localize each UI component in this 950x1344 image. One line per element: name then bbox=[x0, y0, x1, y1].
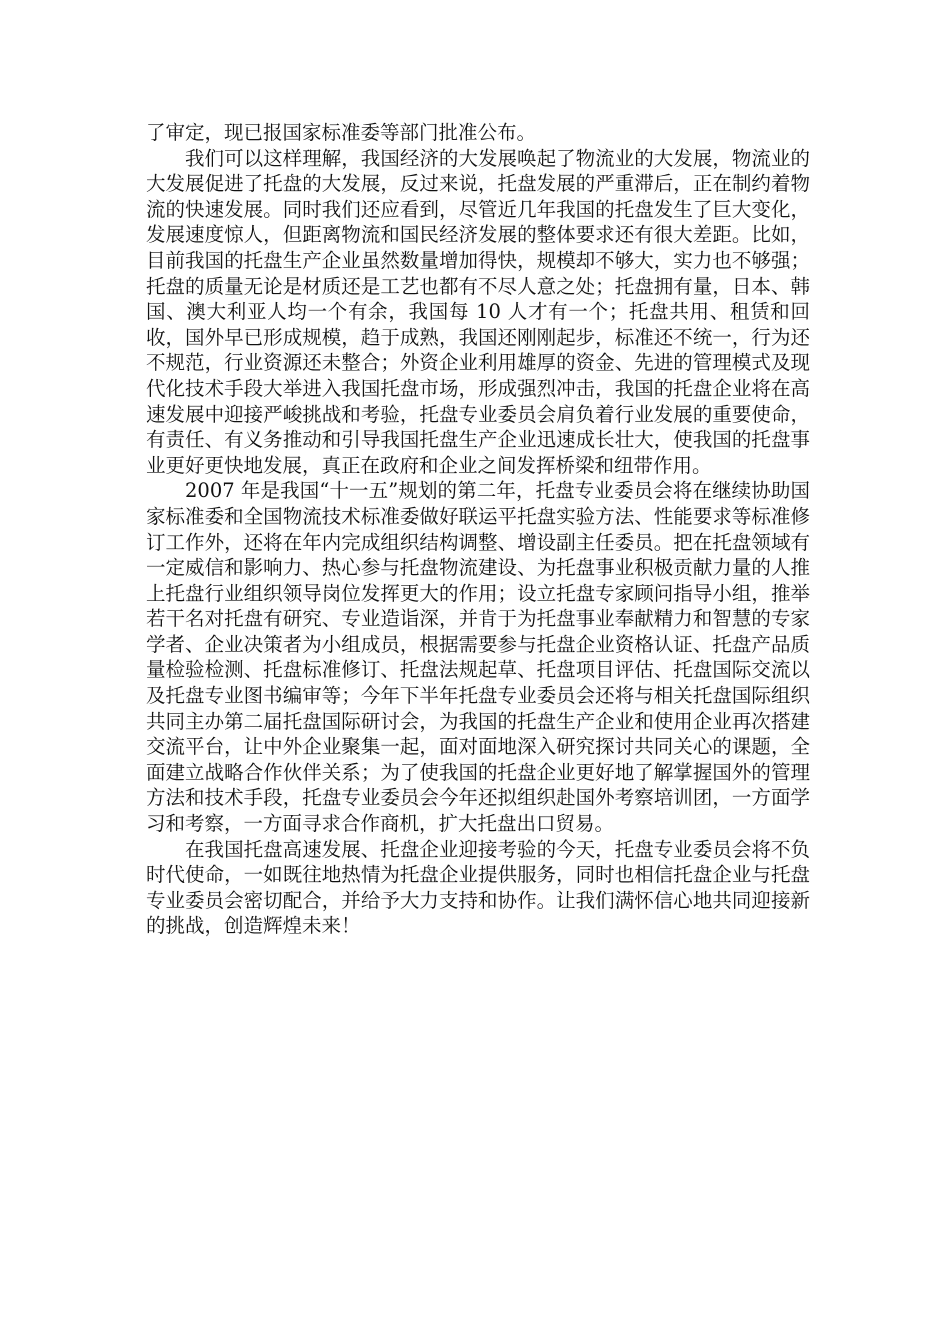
document-body bbox=[146, 120, 810, 939]
paragraph-closing: 在我国托盘高速发展、托盘企业迎接考验的今天，托盘专业委员会将不负时代使命，一如既往地热情为托盘企业提供服务，同时也相信托盘企业与托盘专业委员会密切配合，并给予大力支持和协作。让我们满怀信心地共同迎接新的挑战，创造辉煌未来！ bbox=[146, 837, 810, 938]
paragraph-pallet-development: 我们可以这样理解，我国经济的大发展唤起了物流业的大发展，物流业的大发展促进了托盘的大发展，反过来说，托盘发展的严重滞后，正在制约着物流的快速发展。同时我们还应看到，尽管近几年我国的托盘发生了巨大变化，发展速度惊人，但距离物流和国民经济发展的整体要求还有很大差距。比如，目前我国的托盘生产企业虽然数量增加得快，规模却不够大，实力也不够强；托盘的质量无论是材质还是工艺也都有不尽人意之处；托盘拥有量，日本、韩国、澳大利亚人均一个有余，我国每 10 人才有一个；托盘共用、租赁和回收，国外早已形成规模，趋于成熟，我国还刚刚起步，标准还不统一，行为还不规范，行业资源还未整合；外资企业利用雄厚的资金、先进的管理模式及现代化技术手段大举进入我国托盘市场，形成强烈冲击，我国的托盘企业将在高速发展中迎接严峻挑战和考验，托盘专业委员会肩负着行业发展的重要使命，有责任、有义务推动和引导我国托盘生产企业迅速成长壮大，使我国的托盘事业更好更快地发展，真正在政府和企业之间发挥桥梁和纽带作用。 bbox=[146, 146, 810, 477]
paragraph-2007-plan: 2007 年是我国“十一五”规划的第二年，托盘专业委员会将在继续协助国家标准委和全国物流技术标准委做好联运平托盘实验方法、性能要求等标准修订工作外，还将在年内完成组织结构调整、增设副主任委员。把在托盘领域有一定威信和影响力、热心参与托盘物流建设、为托盘事业积极贡献力量的人推上托盘行业组织领导岗位发挥更大的作用；设立托盘专家顾问指导小组，推举若干名对托盘有研究、专业造诣深，并肯于为托盘事业奉献精力和智慧的专家学者、企业决策者为小组成员，根据需要参与托盘企业资格认证、托盘产品质量检验检测、托盘标准修订、托盘法规起草、托盘项目评估、托盘国际交流以及托盘专业图书编审等；今年下半年托盘专业委员会还将与相关托盘国际组织共同主办第二届托盘国际研讨会，为我国的托盘生产企业和使用企业再次搭建交流平台，让中外企业聚集一起，面对面地深入研究探讨共同关心的课题，全面建立战略合作伙伴关系；为了使我国的托盘企业更好地了解掌握国外的管理方法和技术手段，托盘专业委员会今年还拟组织赴国外考察培训团，一方面学习和考察，一方面寻求合作商机，扩大托盘出口贸易。 bbox=[146, 479, 810, 836]
paragraph-continuation: 了审定，现已报国家标准委等部门批准公布。 bbox=[146, 121, 537, 144]
